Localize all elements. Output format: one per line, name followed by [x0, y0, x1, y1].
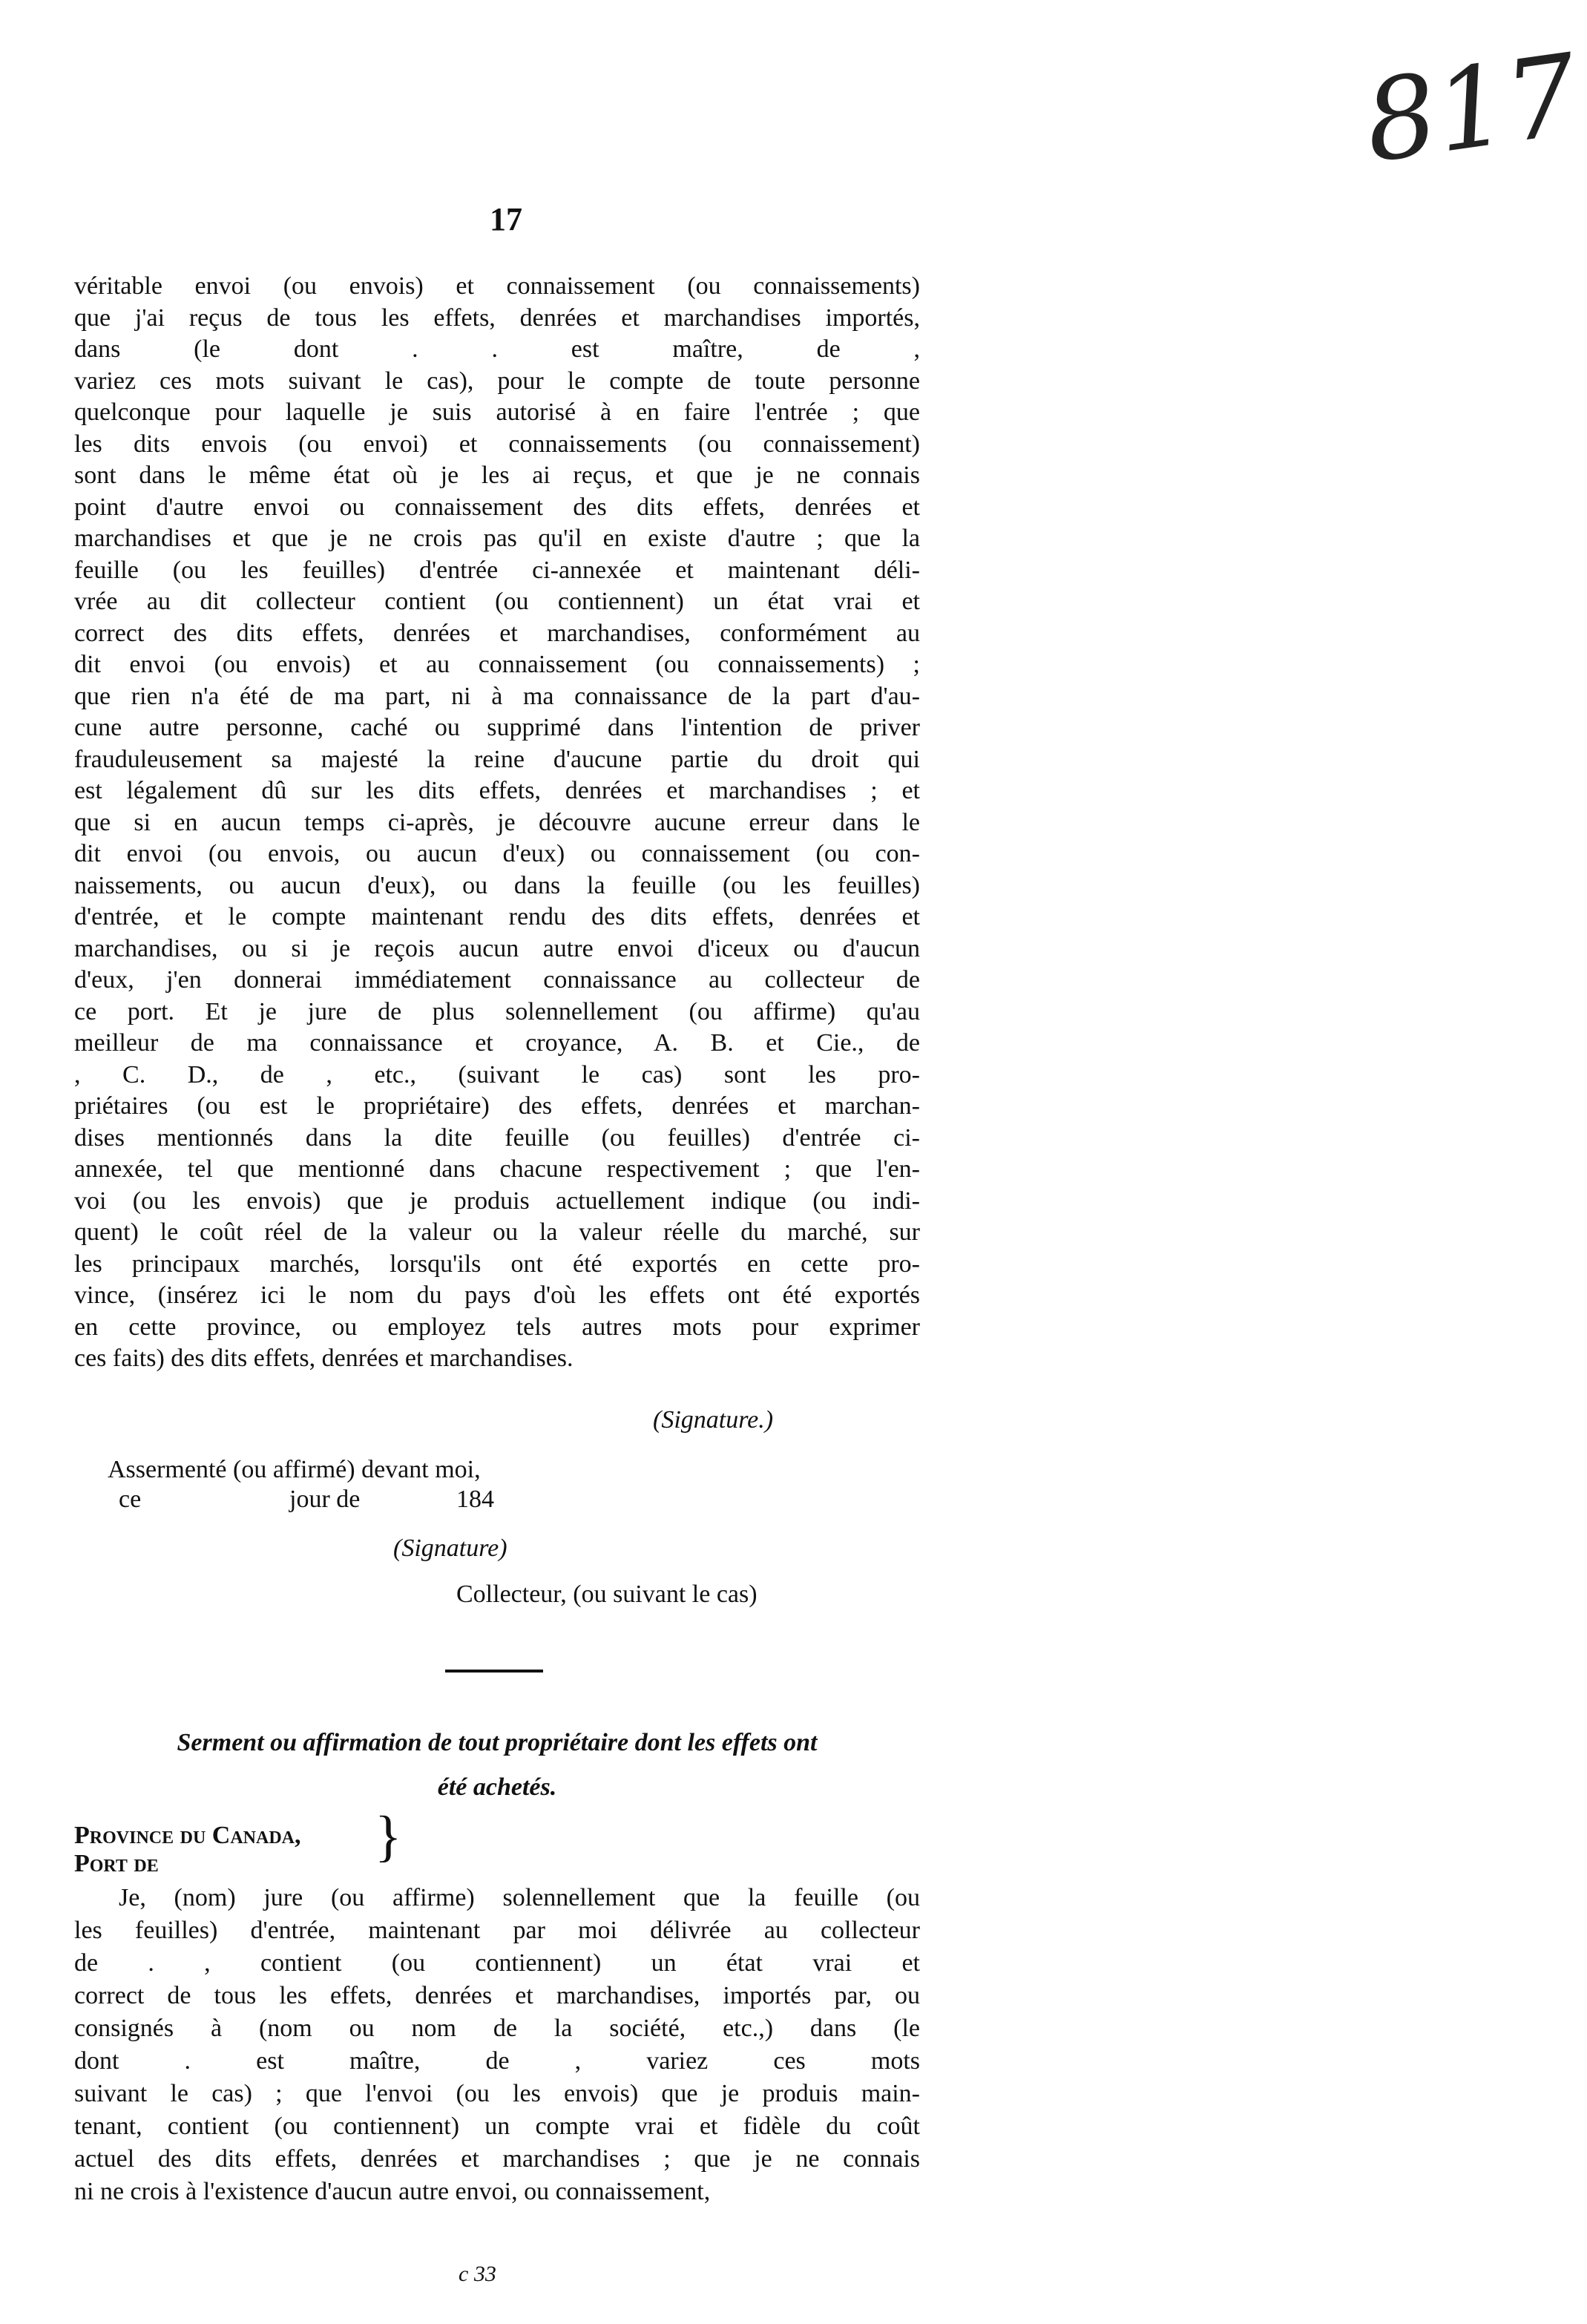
- text-line: variez ces mots suivant le cas), pour le compte de toute personne: [74, 367, 920, 395]
- text-line: d'entrée, et le compte maintenant rendu des dits effets, denrées et: [74, 903, 920, 930]
- text-line: véritable envoi (ou envois) et connaissement (ou connaissements): [74, 272, 920, 300]
- text-line: ce port. Et je jure de plus solennellement (ou affirme) qu'au: [74, 997, 920, 1025]
- text-line: dans (le dont . . est maître, de ,: [74, 335, 920, 363]
- sworn-before-line: Assermenté (ou affirmé) devant moi,: [108, 1456, 481, 1483]
- text-line: frauduleusement sa majesté la reine d'aucune partie du droit qui: [74, 745, 920, 773]
- text-line: annexée, tel que mentionné dans chacune respectivement ; que l'en-: [74, 1155, 920, 1183]
- text-line: dit envoi (ou envois) et au connaissement (ou connaissements) ;: [74, 651, 920, 678]
- text-line: tenant, contient (ou contiennent) un compte vrai et fidèle du coût: [74, 2113, 920, 2140]
- text-line: vince, (insérez ici le nom du pays d'où les effets ont été exportés: [74, 1281, 920, 1309]
- text-line: naissements, ou aucun d'eux), ou dans la feuille (ou les feuilles): [74, 871, 920, 899]
- text-line: en cette province, ou employez tels autres mots pour exprimer: [74, 1313, 920, 1341]
- collector-title: Collecteur, (ou suivant le cas): [456, 1580, 758, 1608]
- date-ce: ce: [119, 1486, 142, 1513]
- signature-placeholder: (Signature.): [653, 1406, 774, 1434]
- text-line: les feuilles) d'entrée, maintenant par moi délivrée au collecteur: [74, 1917, 920, 1944]
- text-line: suivant le cas) ; que l'envoi (ou les envois) que je produis main-: [74, 2080, 920, 2107]
- text-line: Je, (nom) jure (ou affirme) solennellement que la feuille (ou: [119, 1884, 920, 1911]
- brace-icon: }: [375, 1805, 402, 1868]
- page-number: 17: [490, 201, 522, 237]
- text-line: correct de tous les effets, denrées et marchandises, importés par, ou: [74, 1982, 920, 2009]
- text-line: meilleur de ma connaissance et croyance, A. B. et Cie., de: [74, 1029, 920, 1057]
- date-year: 184: [456, 1486, 494, 1513]
- text-line: que si en aucun temps ci-après, je découvre aucune erreur dans le: [74, 808, 920, 836]
- text-line: dises mentionnés dans la dite feuille (ou feuilles) d'entrée ci-: [74, 1123, 920, 1152]
- text-line: feuille (ou les feuilles) d'entrée ci-annexée et maintenant déli-: [74, 556, 920, 584]
- text-line: actuel des dits effets, denrées et marchandises ; que je ne connais: [74, 2145, 920, 2173]
- signature-mark: c 33: [459, 2262, 496, 2286]
- text-line: ces faits) des dits effets, denrées et marchandises.: [74, 1345, 574, 1372]
- text-line: dont . est maître, de , variez ces mots: [74, 2047, 920, 2075]
- magistrate-signature-placeholder: (Signature): [393, 1534, 507, 1562]
- text-line: dit envoi (ou envois, ou aucun d'eux) ou connaissement (ou con-: [74, 840, 920, 867]
- text-line: est légalement dû sur les dits effets, denrées et marchandises ; et: [74, 777, 920, 804]
- port-label: Port de: [74, 1850, 159, 1877]
- text-line: vrée au dit collecteur contient (ou contiennent) un état vrai et: [74, 588, 920, 615]
- text-line: que j'ai reçus de tous les effets, denrées et marchandises importés,: [74, 303, 920, 332]
- text-line: priétaires (ou est le propriétaire) des effets, denrées et marchan-: [74, 1092, 920, 1120]
- text-line: point d'autre envoi ou connaissement des dits effets, denrées et: [74, 493, 920, 521]
- province-label: Province du Canada,: [74, 1822, 301, 1849]
- text-line: quelconque pour laquelle je suis autorisé à en faire l'entrée ; que: [74, 398, 920, 426]
- text-line: de . , contient (ou contiennent) un état vrai et: [74, 1949, 920, 1977]
- text-line: que rien n'a été de ma part, ni à ma connaissance de la part d'au-: [74, 682, 920, 710]
- date-jour-de: jour de: [289, 1486, 361, 1513]
- text-line: ni ne crois à l'existence d'aucun autre envoi, ou connaissement,: [74, 2178, 711, 2205]
- text-line: consignés à (nom ou nom de la société, etc.,) dans (le: [74, 2015, 920, 2042]
- text-line: sont dans le même état où je les ai reçus, et que je ne connais: [74, 462, 920, 489]
- text-line: voi (ou les envois) que je produis actuellement indique (ou indi-: [74, 1186, 920, 1215]
- text-line: correct des dits effets, denrées et marchandises, conformément au: [74, 619, 920, 647]
- text-line: d'eux, j'en donnerai immédiatement connaissance au collecteur de: [74, 966, 920, 994]
- text-line: , C. D., de , etc., (suivant le cas) sont les pro-: [74, 1060, 920, 1089]
- section-divider: [445, 1670, 543, 1673]
- handwritten-annotation: 817: [1357, 30, 1586, 188]
- section-heading-line2: été achetés.: [437, 1773, 557, 1801]
- text-line: marchandises, ou si je reçois aucun autre envoi d'iceux ou d'aucun: [74, 934, 920, 962]
- text-line: les principaux marchés, lorsqu'ils ont été exportés en cette pro-: [74, 1250, 920, 1278]
- text-line: marchandises et que je ne crois pas qu'il en existe d'autre ; que la: [74, 525, 920, 552]
- text-line: cune autre personne, caché ou supprimé dans l'intention de priver: [74, 714, 920, 741]
- section-heading-line1: Serment ou affirmation de tout propriétaire dont les effets ont: [177, 1729, 818, 1756]
- text-line: quent) le coût réel de la valeur ou la valeur réelle du marché, sur: [74, 1218, 920, 1246]
- text-line: les dits envois (ou envoi) et connaissements (ou connaissement): [74, 430, 920, 458]
